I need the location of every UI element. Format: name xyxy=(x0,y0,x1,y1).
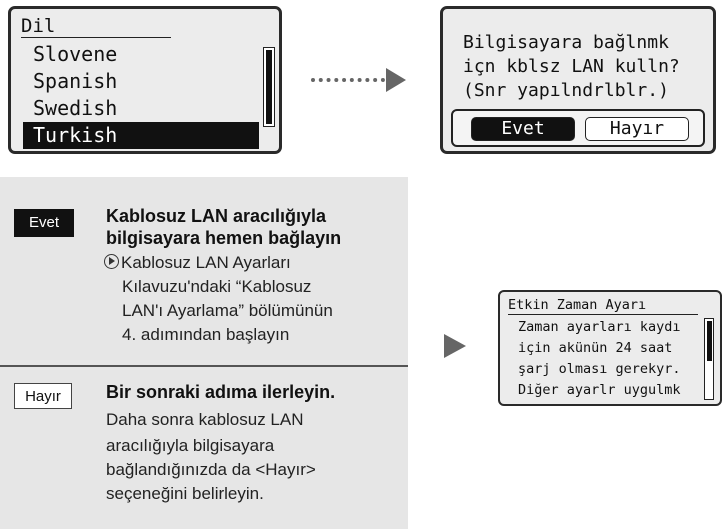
language-scrollbar-thumb[interactable] xyxy=(266,50,272,124)
dotted-arrow-line xyxy=(311,78,385,82)
no-body-line: bağlandığınızda da <Hayır> xyxy=(106,460,316,479)
confirm-message-line: (Snr yapılndrlblr.) xyxy=(463,80,669,101)
auto-off-scrollbar[interactable] xyxy=(704,318,714,400)
wireless-confirm-screen xyxy=(440,6,716,154)
auto-off-message-line: Zaman ayarları kaydı xyxy=(518,319,681,335)
yes-body-line: Kılavuzu'ndaki “Kablosuz xyxy=(122,277,312,296)
language-scrollbar[interactable] xyxy=(263,47,275,127)
language-screen xyxy=(8,6,282,154)
language-screen-title: Dil xyxy=(21,15,171,38)
auto-off-title: Etkin Zaman Ayarı xyxy=(508,296,698,315)
no-body-line: Daha sonra kablosuz LAN xyxy=(106,410,304,429)
yes-badge: Evet xyxy=(14,209,74,237)
auto-off-message-line: Diğer ayarlr uygulmk xyxy=(518,382,681,398)
confirm-button-row xyxy=(451,109,705,147)
yes-body-line: 4. adımından başlayın xyxy=(122,325,290,344)
instruction-panel xyxy=(0,177,408,529)
auto-off-screen xyxy=(498,290,722,406)
no-body-line: aracılığıyla bilgisayara xyxy=(106,436,275,455)
arrow-right-icon xyxy=(444,334,466,358)
language-option-turkish[interactable]: Turkish xyxy=(23,122,259,149)
auto-off-message-line: şarj olması gerekyr. xyxy=(518,361,681,377)
yes-heading-line: bilgisayara hemen bağlayın xyxy=(106,228,342,248)
no-heading: Bir sonraki adıma ilerleyin. xyxy=(106,382,336,402)
no-button[interactable]: Hayır xyxy=(585,117,689,141)
auto-off-message-line: için akünün 24 saat xyxy=(518,340,673,356)
no-body-line: seçeneğini belirleyin. xyxy=(106,484,264,503)
arrow-right-icon xyxy=(386,68,406,92)
yes-body-line xyxy=(104,252,291,274)
confirm-message-line: içn kblsz LAN kulln? xyxy=(463,56,680,77)
yes-heading-line: Kablosuz LAN aracılığıyla xyxy=(106,206,327,226)
auto-off-scrollbar-thumb[interactable] xyxy=(707,321,712,361)
language-option-slovene[interactable]: Slovene xyxy=(33,42,118,66)
language-option-spanish[interactable]: Spanish xyxy=(33,69,118,93)
no-badge: Hayır xyxy=(14,383,72,409)
section-divider xyxy=(0,365,408,367)
reference-arrow-icon xyxy=(104,254,119,269)
language-option-swedish[interactable]: Swedish xyxy=(33,96,118,120)
yes-body-line: LAN'ı Ayarlama” bölümünün xyxy=(122,301,333,320)
confirm-message-line: Bilgisayara bağlnmk xyxy=(463,32,669,53)
yes-body-text: Kablosuz LAN Ayarları xyxy=(121,253,291,272)
yes-button[interactable]: Evet xyxy=(471,117,575,141)
